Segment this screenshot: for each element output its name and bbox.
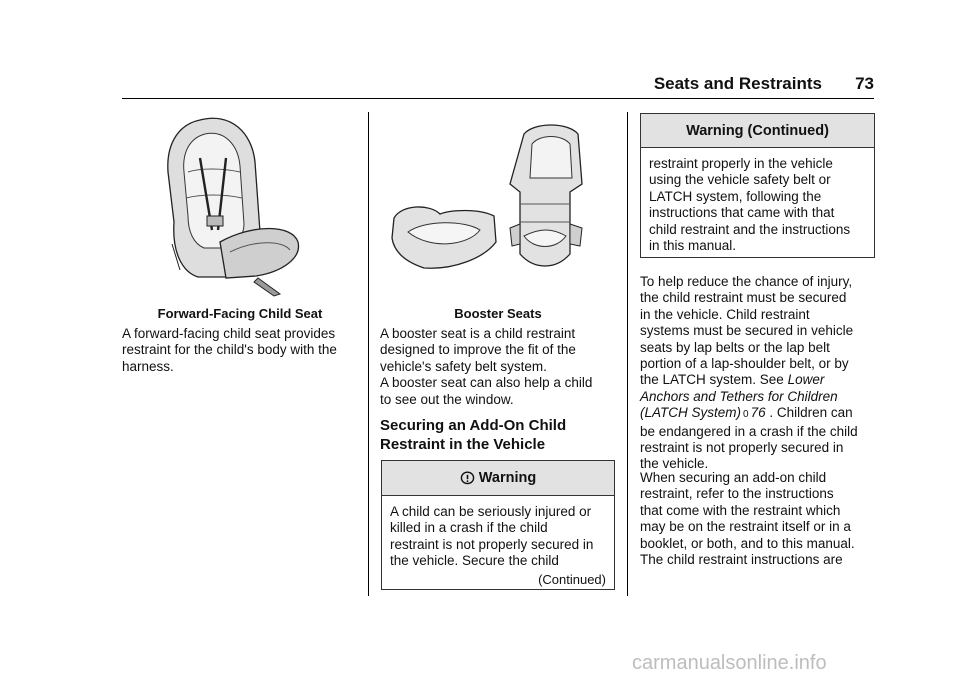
- page-number: 73: [855, 74, 874, 93]
- body-paragraph: To help reduce the chance of injury, the child restraint must be secured in the vehicle. Child restraint systems must be secured in vehicle seats by lap belts or the lap belt portion of a lap-shoulder belt, or by the LATCH system. See Lower Anchors and Tethers for Children (LATCH System) 0 76 . Children can be endangered in a crash if the child restraint is not properly secured in the vehicle.: [640, 274, 858, 472]
- warning-continued-label: (Continued): [538, 571, 606, 587]
- booster-seats-illustration: [384, 120, 610, 280]
- page-header: [122, 72, 874, 98]
- cross-reference-link[interactable]: Anchors and Tethers for Children: [640, 388, 838, 404]
- body-paragraph: A forward-facing child seat provides restraint for the child's body with the harness.: [122, 326, 337, 374]
- warning-title: Warning: [478, 470, 537, 486]
- cross-reference-link[interactable]: Lower: [787, 372, 825, 388]
- warning-header: [382, 461, 614, 496]
- column-divider-left: [368, 112, 369, 596]
- page-reference-number[interactable]: 76: [750, 405, 766, 421]
- figure-caption: Forward-Facing Child Seat: [157, 306, 323, 321]
- forward-facing-child-seat-illustration: [160, 112, 310, 297]
- warning-text: restraint properly in the vehicle using the vehicle safety belt or LATCH system, following the instructions that came with that child restraint and the instructions in this manual.: [649, 156, 851, 254]
- warning-box: [381, 460, 615, 590]
- section-heading: Securing an Add-On Child Restraint in the Vehicle: [380, 417, 567, 453]
- column-divider-right: [627, 112, 628, 596]
- warning-box-continued: [640, 113, 875, 258]
- body-paragraph: A booster seat is a child restraint designed to improve the fit of the vehicle's safety belt system. A booster seat can also help a child to see out the window.: [380, 326, 593, 407]
- page-reference-icon: 0: [743, 409, 749, 421]
- warning-header: [641, 114, 874, 148]
- watermark: carmanualsonline.info: [632, 652, 827, 674]
- warning-title: Warning (Continued): [686, 122, 829, 139]
- body-paragraph: When securing an add-on child restraint, refer to the instructions that come with the restraint which may be on the restraint itself or in a booklet, or both, and to this manual. The child restraint instructions are: [640, 470, 855, 568]
- warning-symbol-icon: [460, 471, 475, 485]
- figure-caption: Booster Seats: [454, 306, 542, 321]
- warning-text: A child can be seriously injured or killed in a crash if the child restraint is not properly secured in the vehicle. Secure the child: [390, 504, 594, 569]
- header-rule: [122, 98, 874, 99]
- section-title: Seats and Restraints: [653, 74, 822, 93]
- cross-reference-link[interactable]: (LATCH System): [640, 405, 742, 421]
